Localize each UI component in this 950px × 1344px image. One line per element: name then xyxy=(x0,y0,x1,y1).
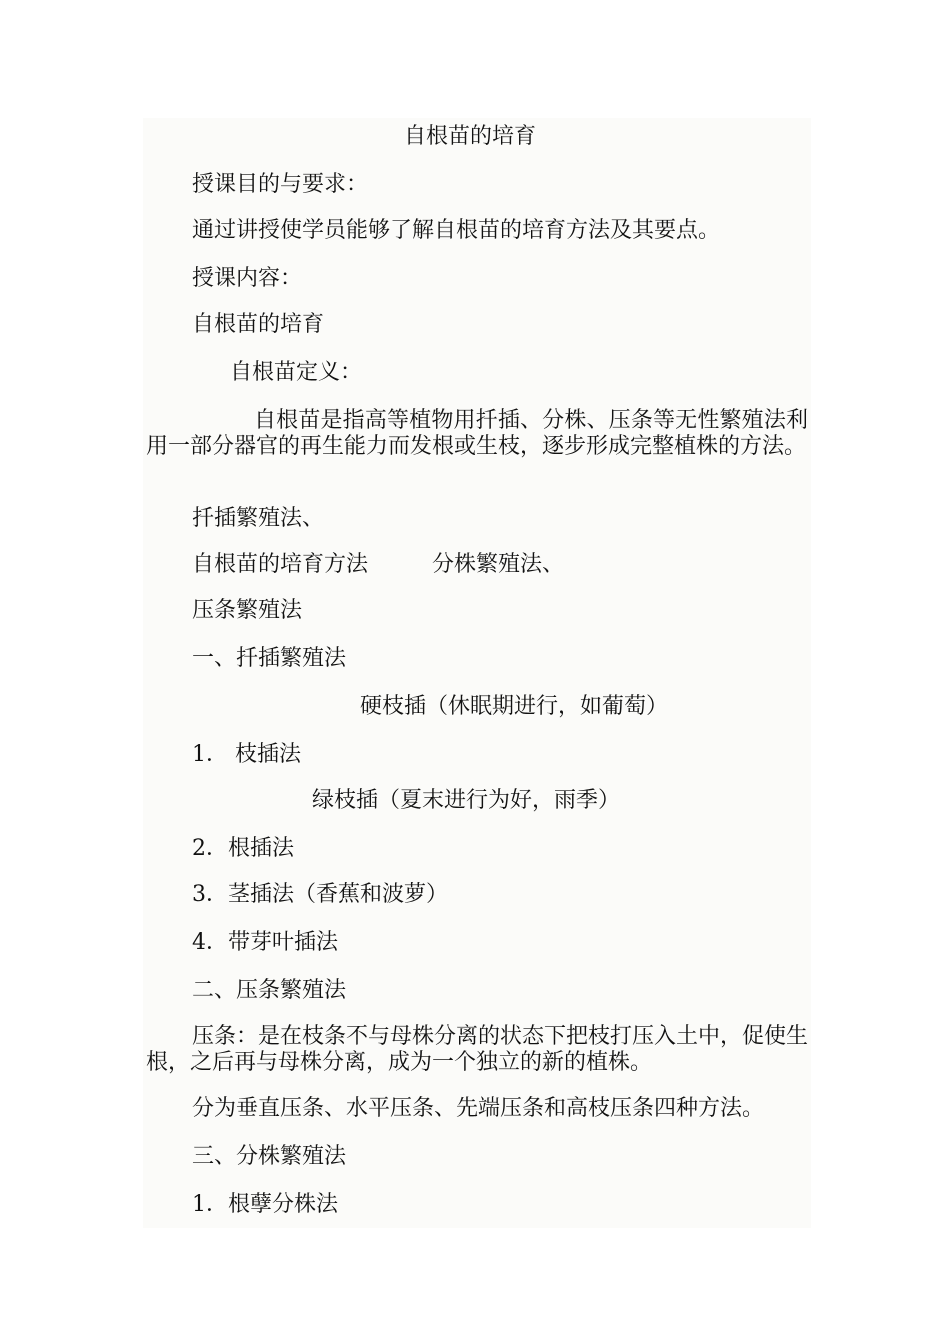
part-1-heading: 一、扦插繁殖法 xyxy=(192,646,347,671)
definition-paragraph: 自根苗是指高等植物用扦插、分株、压条等无性繁殖法利用一部分器官的再生能力而发根或生枝，逐步形成完整植株的方法。 xyxy=(146,408,808,459)
methods-label: 自根苗的培育方法 xyxy=(192,552,369,577)
list-item-stem-cutting: 1． 枝插法 xyxy=(192,742,301,767)
list-item-root-cutting: 2．根插法 xyxy=(192,836,294,861)
hardwood-cutting-note: 硬枝插（休眠期进行，如葡萄） xyxy=(360,694,669,719)
content-heading: 授课内容： xyxy=(192,266,303,291)
document-title: 自根苗的培育 xyxy=(404,124,537,149)
section-title: 自根苗的培育 xyxy=(192,312,325,337)
list-item-root-sucker-division: 1．根孽分株法 xyxy=(192,1192,338,1217)
part-2-heading: 二、压条繁殖法 xyxy=(192,978,347,1003)
layering-types: 分为垂直压条、水平压条、先端压条和高枝压条四种方法。 xyxy=(192,1096,765,1121)
layering-definition-paragraph: 压条：是在枝条不与母株分离的状态下把枝打压入土中，促使生根，之后再与母株分离，成为一个独立的新的植株。 xyxy=(146,1024,809,1075)
list-item-stalk-cutting: 3．茎插法（香蕉和波萝） xyxy=(192,882,448,907)
method-item-division: 分株繁殖法、 xyxy=(432,552,565,577)
method-item-layering: 压条繁殖法 xyxy=(192,598,303,623)
list-item-leaf-bud-cutting: 4．带芽叶插法 xyxy=(192,930,338,955)
definition-heading: 自根苗定义： xyxy=(230,360,363,385)
objective-text: 通过讲授使学员能够了解自根苗的培育方法及其要点。 xyxy=(192,218,721,243)
objective-heading: 授课目的与要求： xyxy=(192,172,369,197)
part-3-heading: 三、分株繁殖法 xyxy=(192,1144,347,1169)
softwood-cutting-note: 绿枝插（夏末进行为好，雨季） xyxy=(312,788,621,813)
method-item-cutting: 扦插繁殖法、 xyxy=(192,506,325,531)
